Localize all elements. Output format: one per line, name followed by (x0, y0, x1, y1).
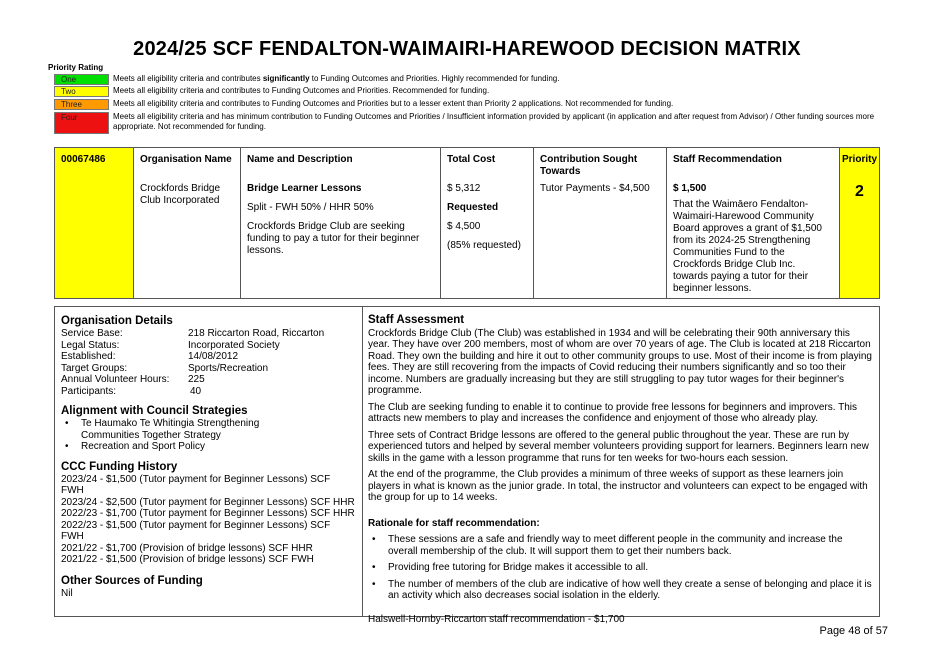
legend-swatch-three: Three (54, 99, 109, 110)
description-body (247, 183, 434, 264)
cost-body (447, 183, 527, 259)
org-detail-row: Service Base: 218 Riccarton Road, Riccarton (61, 328, 325, 339)
description-column (241, 148, 441, 298)
funding-split: Split - FWH 50% / HHR 50% (247, 202, 374, 213)
assessment-paragraph: The Club are seeking funding to enable it to continue to provide free lessons for beginners and improvers. This attracts new members to play and increases the confidence and enjoyment of those who already play. (368, 401, 857, 424)
assessment-paragraph: Three sets of Contract Bridge lessons are offered to the general public throughout the year. These are run by experienced tutors and helped by several member volunteers providing support for learners. Beginners learn new skills in the game with a lesson programme that runs for ten weeks for two-hours each session. (368, 429, 869, 464)
org-detail-row: Target Groups: Sports/Recreation (61, 362, 269, 374)
list-item: • Te Haumako Te Whitingia Strengthening Communities Together Strategy (61, 418, 357, 441)
funding-history-item: 2021/22 - $1,700 (Provision of bridge lessons) SCF HHR (61, 542, 313, 554)
list-item: • The number of members of the club are indicative of how well they create a sense of belonging and place it is an activity which also decreases social isolation in the elderly. (368, 579, 873, 602)
page-title: 2024/25 SCF FENDALTON-WAIMAIRI-HAREWOOD DECISION MATRIX (133, 38, 801, 60)
priority-column (840, 148, 879, 298)
rationale-heading: Rationale for staff recommendation: (368, 517, 540, 529)
recommendation-body (673, 183, 833, 302)
requested-amount: $ 4,500 (447, 221, 481, 232)
funding-history-item: 2023/24 - $1,500 (Tutor payment for Beginner Lessons) SCF FWH (61, 473, 331, 496)
details-section (54, 306, 880, 625)
project-name: Bridge Learner Lessons (247, 183, 362, 194)
application-table (54, 147, 880, 299)
list-item: • Recreation and Sport Policy (61, 441, 357, 453)
column-divider (362, 307, 363, 616)
legend-text-two: Meets all eligibility criteria and contributes to Funding Outcomes and Priorities. Recommended for funding. (113, 86, 490, 95)
contribution-header: Contribution Sought Towards (540, 154, 638, 177)
org-detail-row: Participants: 40 (61, 385, 202, 397)
alignment-list (61, 418, 357, 453)
assessment-panel (368, 315, 873, 625)
list-item: • These sessions are a safe and friendly way to meet different people in the community and increase the overall membership of the club. It will support them to get their numbers back. (368, 534, 873, 557)
application-id: 00067486 (61, 154, 106, 165)
org-name-header: Organisation Name (140, 154, 232, 165)
legend-swatch-four: Four (54, 112, 109, 134)
recommendation-header: Staff Recommendation (673, 154, 782, 165)
legend-text-four: Meets all eligibility criteria and has minimum contribution to Funding Outcomes and Priorities / Insufficient information provided by applicant (in application and after request from Advisor) / Other funding sources more appropriate. Not recommended for funding. (113, 112, 875, 131)
funding-history-heading: CCC Funding History (61, 460, 178, 473)
application-id-cell (55, 148, 134, 298)
recommended-amount: $ 1,500 (673, 183, 707, 194)
assessment-paragraph: Crockfords Bridge Club (The Club) was established in 1934 and will be celebrating their 90th anniversary this year. They have over 200 members, most of whom are over 70 years of age. The Club is located at 218 Riccarton Road. They own the building and hire it out to other community groups to use. Most of their income is from playing fees. They are still recovering from the impacts of Covid reducing their numbers significantly and so too their income. Numbers are gradually increasing but they are still struggling to pay tutor wages for their beginner's programme. (368, 327, 872, 396)
assessment-heading: Staff Assessment (368, 314, 465, 326)
org-name-value: Crockfords Bridge Club Incorporated (140, 183, 221, 206)
page-number: Page 48 of 57 (819, 625, 888, 637)
list-item: • Providing free tutoring for Bridge makes it accessible to all. (368, 562, 873, 574)
contribution-column (534, 148, 667, 298)
other-funding-value: Nil (61, 587, 73, 599)
contribution-value: Tutor Payments - $4,500 (540, 183, 650, 194)
other-funding-heading: Other Sources of Funding (61, 574, 203, 587)
priority-header: Priority (842, 154, 878, 165)
funding-history-item: 2021/22 - $1,500 (Provision of bridge lessons) SCF FWH (61, 554, 314, 565)
requested-percent: (85% requested) (447, 240, 521, 251)
funding-history-item: 2022/23 - $1,700 (Tutor payment for Beginner Lessons) SCF HHR (61, 508, 355, 519)
priority-rating-heading: Priority Rating (48, 63, 104, 72)
legend-swatch-one: One (54, 74, 109, 85)
organisation-panel (61, 315, 357, 599)
rationale-list (368, 534, 873, 602)
priority-value: 2 (855, 183, 864, 200)
funding-history-item: 2022/23 - $1,500 (Tutor payment for Beginner Lessons) SCF FWH (61, 519, 331, 542)
funding-history-item: 2023/24 - $2,500 (Tutor payment for Beginner Lessons) SCF HHR (61, 496, 355, 508)
cost-header: Total Cost (447, 154, 496, 165)
org-detail-row: Annual Volunteer Hours: 225 (61, 374, 205, 385)
legend-swatch-two: Two (54, 86, 109, 97)
assessment-paragraph: At the end of the programme, the Club provides a minimum of three weeks of support as these learners join players in what is known as the junior grade. In total, the instructor and volunteers can expect to be engaged with the group for up to 14 weeks. (368, 469, 868, 503)
org-detail-row: Legal Status: Incorporated Society (61, 339, 280, 351)
recommendation-column (667, 148, 840, 298)
org-detail-row: Established: 14/08/2012 (61, 351, 239, 362)
org-name-column (134, 148, 241, 298)
legend-text-one: Meets all eligibility criteria and contributes significantly to Funding Outcomes and Priorities. Highly recommended for funding. (113, 74, 560, 83)
total-cost: $ 5,312 (447, 183, 481, 194)
project-description: Crockfords Bridge Club are seeking funding to pay a tutor for their beginner lessons. (247, 221, 420, 256)
other-board-recommendation: Halswell-Hornby-Riccarton staff recommendation - $1,700 (368, 613, 625, 625)
requested-label: Requested (447, 202, 499, 213)
org-details-heading: Organisation Details (61, 315, 173, 327)
cost-column (441, 148, 534, 298)
legend-text-three: Meets all eligibility criteria and contributes to Funding Outcomes and Priorities but to a lesser extent than Priority 2 applications. Not recommended for funding. (113, 99, 674, 108)
description-header: Name and Description (247, 154, 353, 165)
recommendation-text: That the Waimāero Fendalton-Waimairi-Harewood Community Board approves a grant of $1,500 from its 2024-25 Strengthening Communities Fund to the Crockfords Bridge Club Inc. towards paying a tutor for their beginner lessons. (673, 199, 822, 294)
alignment-heading: Alignment with Council Strategies (61, 405, 248, 417)
